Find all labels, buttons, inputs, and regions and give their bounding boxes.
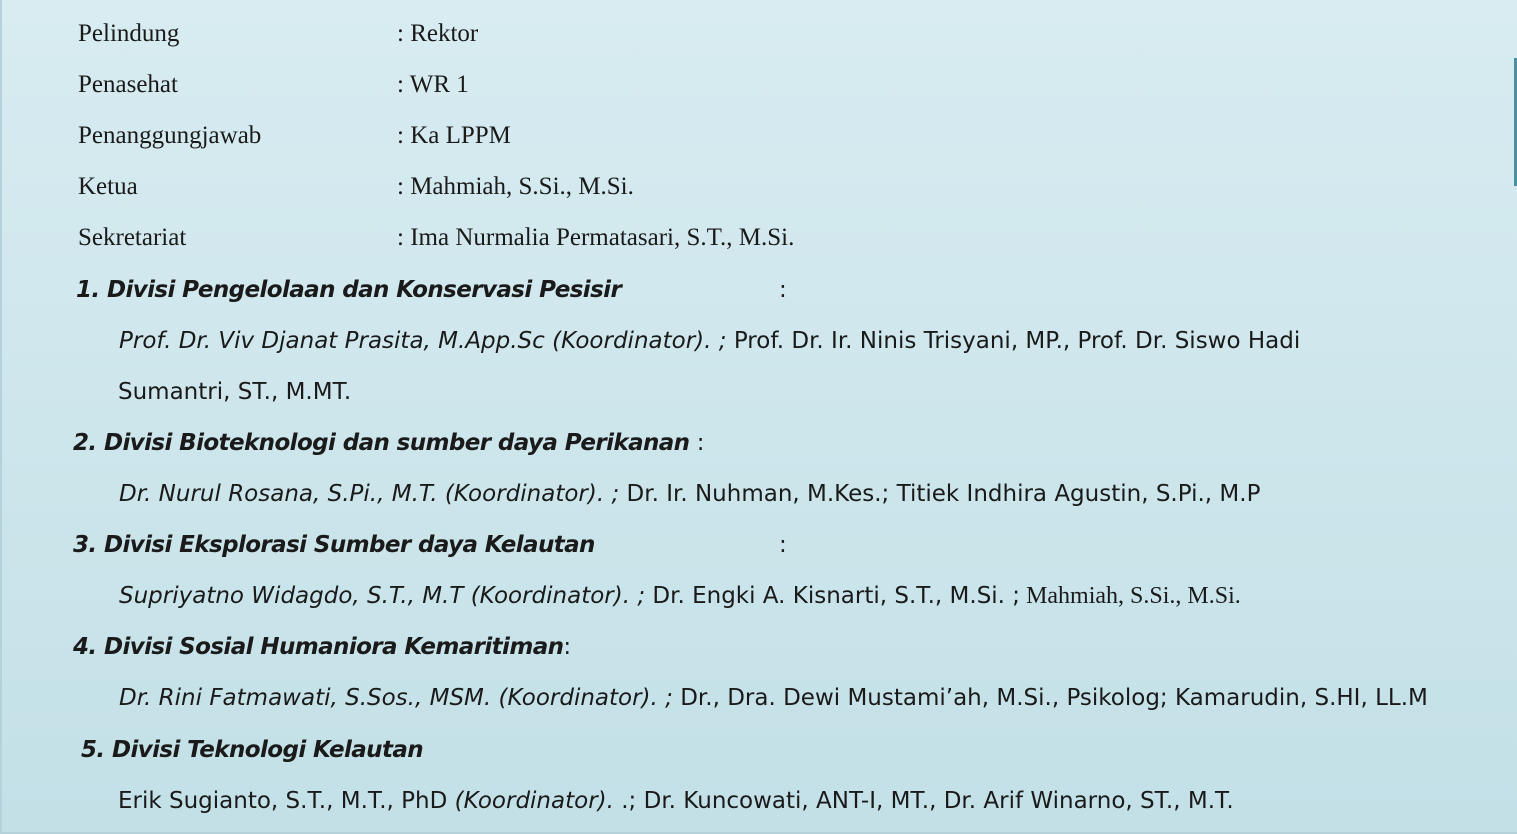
value-penasehat: : WR 1 bbox=[397, 71, 469, 98]
value-sekretariat: : Ima Nurmalia Permatasari, S.T., M.Si. bbox=[397, 224, 795, 251]
division-1-colon: : bbox=[779, 277, 787, 303]
division-1-members-line1 bbox=[119, 328, 1300, 354]
division-5-coordinator: (Koordinator). bbox=[454, 788, 622, 814]
value-pelindung: : Rektor bbox=[397, 20, 479, 47]
division-2-members: Dr. Ir. Nuhman, M.Kes.; Titiek Indhira Agustin, S.Pi., M.P bbox=[619, 481, 1261, 507]
division-1-members-line2: Sumantri, ST., M.MT. bbox=[118, 379, 352, 405]
division-2-heading bbox=[73, 430, 705, 456]
division-3-members: Dr. Engki A. Kisnarti, S.T., M.Si. ; bbox=[645, 583, 1021, 609]
division-5-members-line bbox=[118, 788, 1234, 814]
division-5-title: 5. Divisi Teknologi Kelautan bbox=[81, 737, 424, 763]
division-2-title: 2. Divisi Bioteknologi dan sumber daya Perikanan bbox=[73, 430, 690, 456]
division-2-coordinator: Dr. Nurul Rosana, S.Pi., M.T. (Koordinator). ; bbox=[119, 481, 620, 507]
value-penanggungjawab: : Ka LPPM bbox=[397, 122, 511, 149]
division-1-coordinator: Prof. Dr. Viv Djanat Prasita, M.App.Sc (Koordinator). ; bbox=[119, 328, 727, 354]
label-penanggungjawab: Penanggungjawab bbox=[78, 122, 262, 149]
label-sekretariat: Sekretariat bbox=[78, 224, 187, 251]
division-4-heading bbox=[73, 634, 571, 660]
value-ketua: : Mahmiah, S.Si., M.Si. bbox=[397, 173, 634, 200]
division-3-colon: : bbox=[779, 532, 787, 558]
label-ketua: Ketua bbox=[78, 173, 138, 200]
division-4-title: 4. Divisi Sosial Humaniora Kemaritiman bbox=[73, 634, 564, 660]
division-4-colon: : bbox=[563, 634, 572, 660]
label-pelindung: Pelindung bbox=[78, 20, 180, 47]
division-5-members: .; Dr. Kuncowati, ANT-I, MT., Dr. Arif Winarno, ST., M.T. bbox=[621, 788, 1234, 814]
division-2-colon: : bbox=[696, 430, 705, 456]
division-4-members-line bbox=[119, 685, 1428, 711]
division-3-title: 3. Divisi Eksplorasi Sumber daya Kelautan bbox=[73, 532, 595, 558]
division-3-coordinator: Supriyatno Widagdo, S.T., M.T (Koordinator). ; bbox=[119, 583, 646, 609]
division-1-members: Prof. Dr. Ir. Ninis Trisyani, MP., Prof. Dr. Siswo Hadi bbox=[726, 328, 1301, 354]
division-5-members-pre: Erik Sugianto, S.T., M.T., PhD bbox=[118, 788, 455, 814]
division-4-coordinator: Dr. Rini Fatmawati, S.Sos., MSM. (Koordinator). ; bbox=[119, 685, 673, 711]
division-3-members-line bbox=[119, 583, 1241, 610]
division-2-members-line bbox=[119, 481, 1260, 507]
label-penasehat: Penasehat bbox=[78, 71, 178, 98]
division-1-title: 1. Divisi Pengelolaan dan Konservasi Pesisir bbox=[76, 277, 622, 303]
division-4-members: Dr., Dra. Dewi Mustami’ah, M.Si., Psikolog; Kamarudin, S.HI, LL.M bbox=[672, 685, 1428, 711]
division-3-members-serif: Mahmiah, S.Si., M.Si. bbox=[1020, 583, 1241, 609]
